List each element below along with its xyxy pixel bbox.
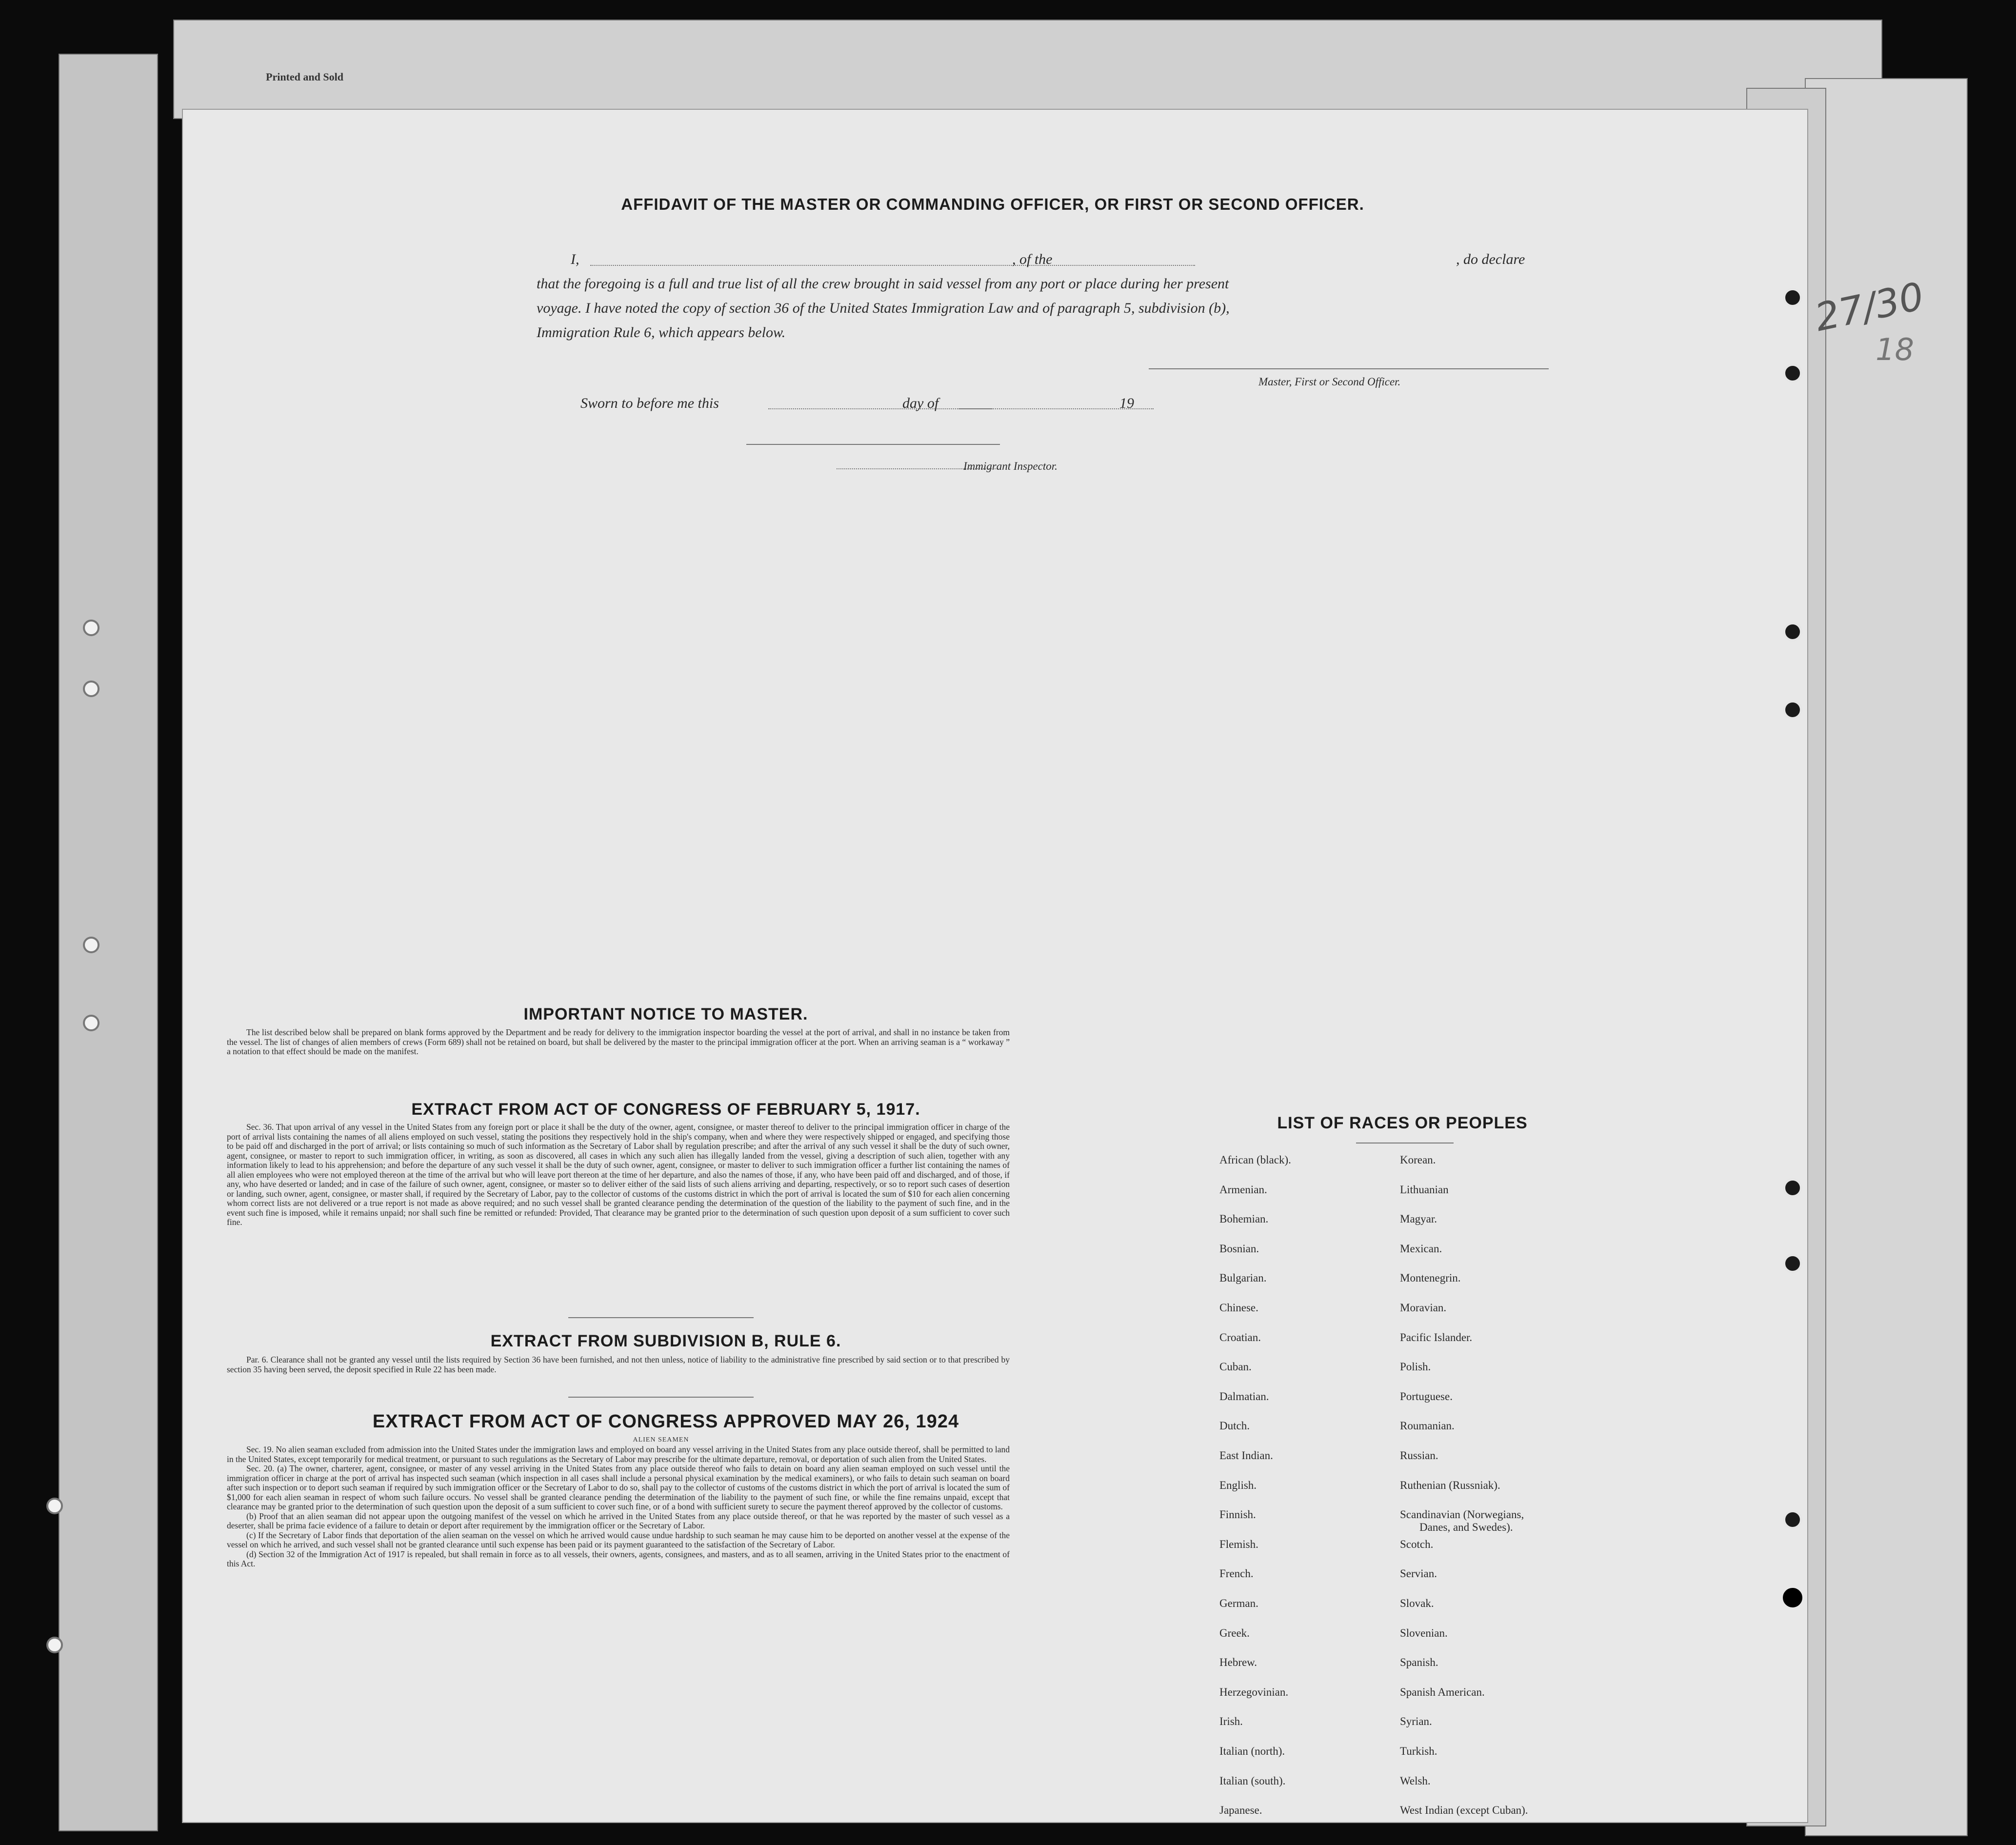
races-left-column <box>1219 1154 1385 1845</box>
race-name: Mexican. <box>1400 1243 1442 1255</box>
race-name: Montenegrin. <box>1400 1272 1461 1284</box>
punch-hole <box>1783 363 1802 383</box>
race-name: Armenian. <box>1219 1183 1267 1196</box>
race-name: Spanish American. <box>1400 1686 1485 1698</box>
race-name: Japanese. <box>1219 1804 1262 1816</box>
manifest-sheet <box>183 110 1807 1822</box>
binder-hole <box>83 1015 100 1031</box>
punch-hole <box>1783 288 1802 307</box>
section-divider <box>568 1397 754 1398</box>
act-1924-title: EXTRACT FROM ACT OF CONGRESS APPROVED MAY 26, 1924 <box>372 1411 959 1432</box>
back-sheet-top <box>173 20 1882 119</box>
binder-hole <box>46 1498 63 1514</box>
punch-hole <box>1783 1588 1802 1607</box>
rule-6-body <box>227 1355 1010 1374</box>
act-1924-paragraph: (c) If the Secretary of Labor finds that deportation of the alien seaman on the vessel on which he arrived would cause undue hardship to such seaman he may cause him to be deported on another vessel at the expense of the vessel on which he arrived, and such vessel shall not be granted clearance until such expense has been paid or its payment guaranteed to the satisfaction of the Secretary of Labor. <box>227 1530 1010 1549</box>
race-name: Hebrew. <box>1219 1656 1258 1668</box>
handwritten-sheet-number: 18 <box>1876 332 1914 367</box>
act-1917-paragraph: Sec. 36. That upon arrival of any vessel in the United States from any foreign port or place it shall be the duty of the owner, agent, consignee, or master thereof to deliver to the principal immigration officer in charge of the port of arrival lists containing the names of all aliens employed on such vessel, stating the positions they respectively hold in the ship's company, when and where they were respectively shipped or engaged, and specifying those to be paid off and discharged in the port of arrival; or lists containing so much of such information as the Secretary of Labor shall by regulation prescribe; and after the arrival of any such vessel it shall be the duty of such owner, agent, consignee, or master to report to such immigration officer, in writing, as soon as discovered, all cases in which any such alien has illegally landed from the vessel, giving a description of such alien, together with any information likely to lead to his apprehension; and before the departure of any such vessel it shall be the duty of such owner, agent, consignee, or master to deliver to such immigration officer a further list containing the names of all alien employees who were not employed thereon at the time of the arrival but who will leave port thereon at the time of her departure, and also the names of those, if any, who have been paid off and discharged, and of those, if any, who have deserted or landed; and in case of the failure of such owner, agent, consignee, or master so to deliver either of the said lists of such aliens arriving and departing, respectively, or so to report such cases of desertion or landing, such owner, agent, consignee, or master shall, if required by the Secretary of Labor, pay to the collector of customs of the customs district in which the port of arrival is located the sum of $10 for each alien concerning whom correct lists are not delivered or a true report is not made as above required; and no such vessel shall be granted clearance pending the determination of the question of the liability to the payment of such fine, and in the event such fine is imposed, while it remains unpaid; nor shall such fine be remitted or refunded: Provided, That clearance may be granted prior to the determination of such question upon deposit of a sum sufficient to cover such fine. <box>227 1122 1010 1227</box>
race-name: Dalmatian. <box>1219 1390 1269 1403</box>
race-name: German. <box>1219 1597 1258 1609</box>
inspector-caption: Immigrant Inspector. <box>963 460 1058 472</box>
race-name: Bohemian. <box>1219 1213 1269 1225</box>
punch-hole <box>1783 700 1802 720</box>
binder-hole <box>83 620 100 636</box>
races-title: LIST OF RACES OR PEOPLES <box>1277 1114 1528 1132</box>
race-name: Welsh. <box>1400 1775 1431 1787</box>
punch-hole <box>1783 622 1802 642</box>
notice-body <box>227 1028 1010 1057</box>
race-name: Flemish. <box>1219 1538 1258 1550</box>
race-name: Slovak. <box>1400 1597 1434 1609</box>
race-name: Scandinavian (Norwegians, <box>1400 1508 1524 1521</box>
master-signature-caption: Master, First or Second Officer. <box>1258 376 1401 388</box>
act-1924-paragraph: Sec. 19. No alien seaman excluded from admission into the United States under the immigration laws and employed on board any vessel arriving in the United States from any place outside thereof, shall be permitted to land in the United States, except temporarily for medical treatment, or pursuant to such regulations as the Secretary of Labor may prescribe for the ultimate departure, removal, or deportation of such alien from the United States. <box>227 1444 1010 1464</box>
back-sheet-left <box>59 54 158 1831</box>
race-name: Italian (north). <box>1219 1745 1285 1757</box>
section-divider <box>568 1317 754 1318</box>
inspector-signature-line <box>746 444 1000 445</box>
act-1924-paragraph: Sec. 20. (a) The owner, charterer, agent, consignee, or master of any vessel arriving in the United States from any place outside thereof who fails to detain on board any alien seaman employed on such vessel until the immigration officer in charge at the port of arrival has inspected such seaman (which inspection in all cases shall include a personal physical examination by the medical examiners), or who fails to detain such seaman on board after such inspection or to deport such seaman if required by such immigration officer or the Secretary of Labor to do so, shall pay to the collector of customs of the customs district in which the port of arrival is located the sum of $1,000 for each alien seaman in respect of whom such failure occurs. No vessel shall be granted clearance pending the determination of the liability to the payment of such fine, or while the fine remains unpaid, except that clearance may be granted prior to the determination of such question upon the deposit of a sum sufficient to cover such fine, or of a bond with sufficient surety to secure the payment thereof approved by the collector of customs. <box>227 1464 1010 1511</box>
binder-hole <box>83 681 100 697</box>
race-name: Slovenian. <box>1400 1627 1448 1639</box>
race-name: Turkish. <box>1400 1745 1437 1757</box>
race-name: West Indian (except Cuban). <box>1400 1804 1528 1816</box>
master-name-field <box>590 265 1195 266</box>
race-name: Lithuanian <box>1400 1183 1449 1196</box>
race-name: Dutch. <box>1219 1420 1250 1432</box>
race-name: Herzegovinian. <box>1219 1686 1289 1698</box>
act-1917-title: EXTRACT FROM ACT OF CONGRESS OF FEBRUARY 5, 1917. <box>411 1100 920 1119</box>
notice-paragraph: The list described below shall be prepared on blank forms approved by the Department and be ready for delivery to the immigration inspector boarding the vessel at the port of arrival, and shall in no instance be taken from the vessel. The list of changes of alien members of crews (Form 689) shall not be retained on board, but shall be delivered by the master to the principal immigration officer at the port. When an arriving seaman is a “ workaway ” a notation to that effect should be made on the manifest. <box>227 1027 1010 1056</box>
race-name: Korean. <box>1400 1154 1436 1166</box>
race-name: Roumanian. <box>1400 1420 1455 1432</box>
race-name: Bosnian. <box>1219 1243 1259 1255</box>
race-name: East Indian. <box>1219 1449 1273 1462</box>
act-1924-body <box>227 1445 1010 1569</box>
race-name: Portuguese. <box>1400 1390 1453 1403</box>
race-name: Polish. <box>1400 1361 1431 1373</box>
race-name: French. <box>1219 1567 1254 1580</box>
race-name: Servian. <box>1400 1567 1437 1580</box>
race-name: Finnish. <box>1219 1508 1256 1521</box>
race-name: Croatian. <box>1219 1331 1261 1344</box>
affidavit-line-4: Immigration Rule 6, which appears below. <box>537 324 786 341</box>
race-name: Syrian. <box>1400 1715 1432 1727</box>
act-1924-subtitle: ALIEN SEAMEN <box>633 1436 689 1444</box>
act-1917-body <box>227 1123 1010 1227</box>
act-1924-paragraph: (d) Section 32 of the Immigration Act of 1917 is repealed, but shall remain in force as to all vessels, their owners, agents, consignees, and masters, and as to all seamen, arriving in the United States prior to the enactment of this Act. <box>227 1549 1010 1568</box>
race-name: Spanish. <box>1400 1656 1438 1668</box>
act-1924-paragraph: (b) Proof that an alien seaman did not appear upon the outgoing manifest of the vessel on which he arrived in the United States from any place outside thereof, or that he was reported by the master of such vessel as a deserter, shall be prima facie evidence of a failure to detain or deport after requirement by the immigration officer or the Secretary of Labor. <box>227 1511 1010 1530</box>
affidavit-title: AFFIDAVIT OF THE MASTER OR COMMANDING OFFICER, OR FIRST OR SECOND OFFICER. <box>621 195 1364 213</box>
sworn-year-label: 19 <box>1119 395 1134 411</box>
races-right-column <box>1400 1154 1605 1845</box>
rule-6-title: EXTRACT FROM SUBDIVISION B, RULE 6. <box>490 1332 841 1350</box>
race-name: Russian. <box>1400 1449 1438 1462</box>
race-name: Italian (south). <box>1219 1775 1286 1787</box>
race-name: Magyar. <box>1400 1213 1437 1225</box>
punch-hole <box>1783 1178 1802 1198</box>
race-name: Greek. <box>1219 1627 1250 1639</box>
binder-hole <box>83 937 100 953</box>
race-name: Cuban. <box>1219 1361 1252 1373</box>
binder-hole <box>46 1637 63 1653</box>
affidavit-declare-label: , do declare <box>1456 251 1525 267</box>
race-name: English. <box>1219 1479 1257 1491</box>
race-name: Chinese. <box>1219 1302 1258 1314</box>
affidavit-of-the-label: , of the <box>1012 251 1053 267</box>
printed-and-sold-stamp: Printed and Sold <box>266 71 343 83</box>
handwritten-page-number: 27/30 <box>1811 274 1928 341</box>
race-name: Irish. <box>1219 1715 1243 1727</box>
notice-title: IMPORTANT NOTICE TO MASTER. <box>523 1005 808 1023</box>
race-name: Ruthenian (Russniak). <box>1400 1479 1500 1491</box>
race-name: Moravian. <box>1400 1302 1447 1314</box>
affidavit-line-3: voyage. I have noted the copy of section 36 of the United States Immigration Law and of paragraph 5, subdivision (b), <box>537 300 1230 316</box>
punch-hole <box>1783 1510 1802 1529</box>
sworn-label: Sworn to before me this <box>580 395 719 411</box>
race-name: Scotch. <box>1400 1538 1434 1550</box>
master-signature-line <box>1149 368 1549 369</box>
affidavit-line-2: that the foregoing is a full and true list of all the crew brought in said vessel from any port or place during her present <box>537 276 1229 292</box>
race-name: Pacific Islander. <box>1400 1331 1473 1344</box>
sworn-day-of-label: day of <box>902 395 939 411</box>
race-name: African (black). <box>1219 1154 1291 1166</box>
affidavit-i-label: I, <box>571 251 579 267</box>
rule-6-paragraph: Par. 6. Clearance shall not be granted any vessel until the lists required by Section 36 have been furnished, and not then unless, notice of liability to the administrative fine prescribed by said section or to that prescribed by section 35 having been served, the deposit specified in Rule 22 has been made. <box>227 1355 1010 1374</box>
punch-hole <box>1783 1254 1802 1273</box>
race-name-continuation: Danes, and Swedes). <box>1419 1521 1513 1533</box>
race-name: Bulgarian. <box>1219 1272 1267 1284</box>
